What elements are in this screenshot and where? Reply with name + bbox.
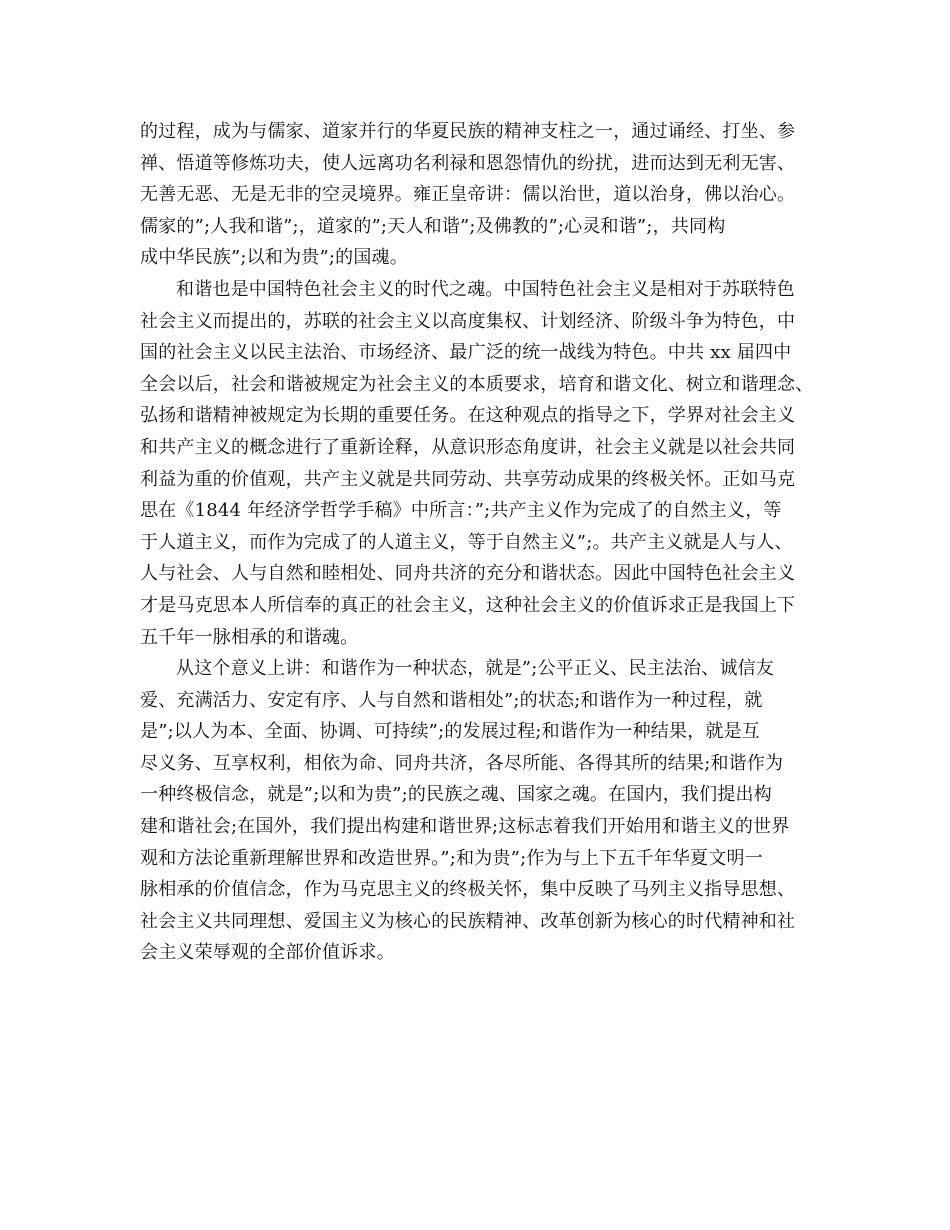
text-line: 社会主义共同理想、爱国主义为核心的民族精神、改革创新为核心的时代精神和社	[140, 910, 796, 932]
text-line: 于人道主义，而作为完成了的人道主义，等于自然主义”;。共产主义就是人与人、	[140, 531, 793, 553]
text-line: 五千年一脉相承的和谐魂。	[140, 626, 359, 648]
text-line: 人与社会、人与自然和睦相处、同舟共济的充分和谐状态。因此中国特色社会主义	[140, 563, 796, 585]
text-line: 尽义务、互享权利，相依为命、同舟共济，各尽所能、各得其所的结果;和谐作为	[140, 752, 784, 774]
text-line: 无善无恶、无是无非的空灵境界。雍正皇帝讲：儒以治世，道以治身，佛以治心。	[140, 184, 796, 206]
text-line: 是”;以人为本、全面、协调、可持续”;的发展过程;和谐作为一种结果，就是互	[140, 721, 760, 743]
text-line: 国的社会主义以民主法治、市场经济、最广泛的统一战线为特色。中共 xx 届四中	[140, 342, 792, 364]
text-line: 思在《1844 年经济学哲学手稿》中所言：”;共产主义作为完成了的自然主义，等	[140, 500, 782, 522]
body-text	[140, 116, 812, 969]
text-line: 建和谐社会;在国外，我们提出构建和谐世界;这标志着我们开始用和谐主义的世界	[140, 816, 790, 838]
text-line: 脉相承的价值信念，作为马克思主义的终极关怀，集中反映了马列主义指导思想、	[140, 879, 796, 901]
text-line: 的过程，成为与儒家、道家并行的华夏民族的精神支柱之一，通过诵经、打坐、参	[140, 121, 796, 142]
text-line: 和共产主义的概念进行了重新诠释，从意识形态角度讲，社会主义就是以社会共同	[140, 436, 796, 458]
text-line: 社会主义而提出的，苏联的社会主义以高度集权、计划经济、阶级斗争为特色，中	[140, 310, 796, 332]
text-line: 会主义荣辱观的全部价值诉求。	[140, 942, 395, 964]
text-line: 一种终极信念，就是”;以和为贵”;的民族之魂、国家之魂。在国内，我们提出构	[140, 784, 772, 806]
text-line: 爱、充满活力、安定有序、人与自然和谐相处”;的状态;和谐作为一种过程，就	[140, 689, 763, 711]
text-line: 儒家的”;人我和谐”;，道家的”;天人和谐”;及佛教的”;心灵和谐”;，共同构	[140, 215, 726, 237]
text-line: 禅、悟道等修炼功夫，使人远离功名利禄和恩怨情仇的纷扰，进而达到无利无害、	[140, 152, 796, 174]
text-line: 弘扬和谐精神被规定为长期的重要任务。在这种观点的指导之下，学界对社会主义	[140, 405, 796, 427]
paragraph-first-line: 和谐也是中国特色社会主义的时代之魂。中国特色社会主义是相对于苏联特色	[176, 278, 795, 300]
text-line: 观和方法论重新理解世界和改造世界。”;和为贵”;作为与上下五千年华夏文明一	[140, 847, 763, 869]
text-line: 利益为重的价值观，共产主义就是共同劳动、共享劳动成果的终极关怀。正如马克	[140, 468, 796, 490]
text-line: 全会以后，社会和谐被规定为社会主义的本质要求，培育和谐文化、树立和谐理念、	[140, 373, 814, 395]
text-line: 成中华民族”;以和为贵”;的国魂。	[140, 247, 408, 269]
paragraph-first-line: 从这个意义上讲：和谐作为一种状态，就是”;公平正义、民主法治、诚信友	[176, 658, 775, 680]
text-line: 才是马克思本人所信奉的真正的社会主义，这种社会主义的价值诉求正是我国上下	[140, 594, 796, 616]
